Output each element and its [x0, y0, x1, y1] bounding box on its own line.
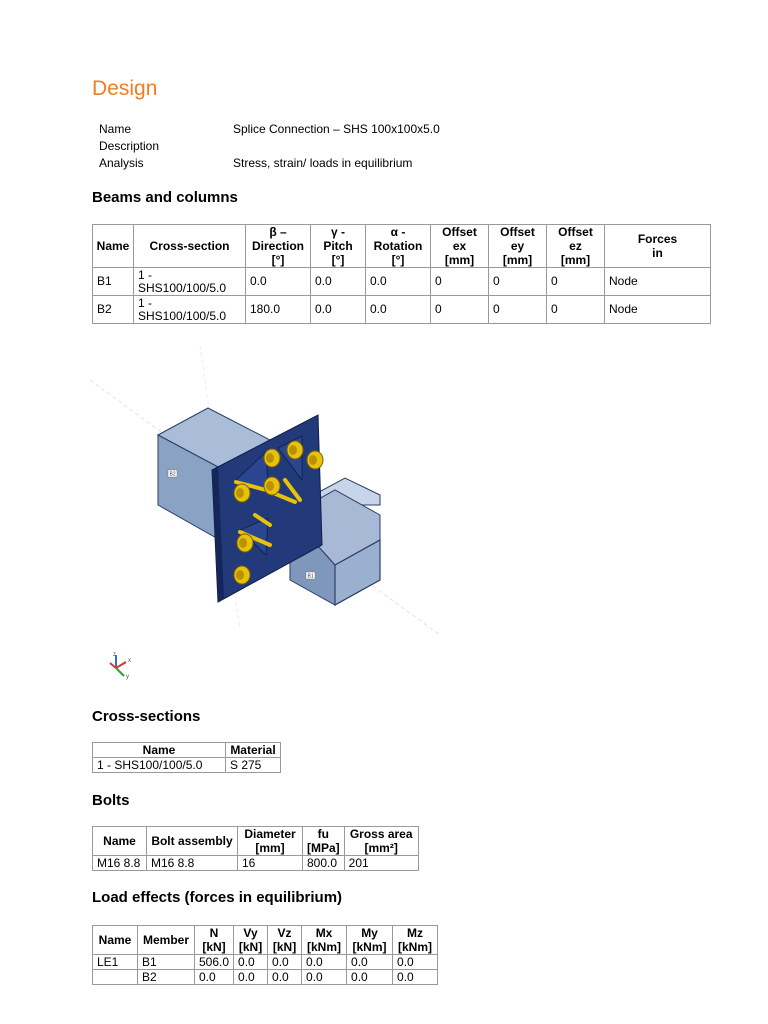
beams-table: [92, 224, 711, 324]
loads-header-my: My [kNm]: [347, 926, 393, 955]
connection-model-view: [90, 340, 450, 640]
bolt: [237, 534, 253, 552]
beam-b1-label: B1: [307, 573, 314, 580]
beam-beta: 180.0: [246, 296, 311, 324]
cs-name: 1 - SHS100/100/5.0: [93, 758, 226, 773]
beam-ex: 0: [431, 296, 489, 324]
bolt: [307, 451, 323, 469]
load-name: LE1: [93, 955, 138, 970]
bolts-header-row: [93, 827, 419, 856]
load-vz: 0.0: [268, 970, 302, 985]
loads-header-name: Name: [93, 926, 138, 955]
bolts-heading: Bolts: [92, 792, 130, 809]
beam-alpha: 0.0: [366, 296, 431, 324]
beam-beta: 0.0: [246, 268, 311, 296]
bolt: [234, 566, 250, 584]
loads-header-vy: Vy [kN]: [234, 926, 268, 955]
bolt-name: M16 8.8: [93, 856, 147, 871]
page-title: Design: [92, 77, 158, 100]
beams-header-offset-ex: Offset ex [mm]: [431, 225, 489, 268]
beam-name: B2: [93, 296, 134, 324]
beams-header-rotation: α - Rotation [°]: [366, 225, 431, 268]
beams-header-pitch: γ - Pitch [°]: [311, 225, 366, 268]
table-row: [93, 758, 281, 773]
loads-header-mx: Mx [kNm]: [302, 926, 347, 955]
axis-triad-icon: [104, 650, 134, 680]
table-row: [93, 955, 438, 970]
axis-z-label: z: [113, 652, 116, 658]
beam-cross-section: 1 - SHS100/100/5.0: [134, 296, 246, 324]
beams-header-direction: β – Direction [°]: [246, 225, 311, 268]
bolt: [264, 477, 280, 495]
loads-header-row: [93, 926, 438, 955]
bolts-header-name: Name: [93, 827, 147, 856]
meta-value-name: Splice Connection – SHS 100x100x5.0: [233, 122, 440, 136]
bolts-header-assembly: Bolt assembly: [147, 827, 238, 856]
loads-header-mz: Mz [kNm]: [393, 926, 438, 955]
loads-header-member: Member: [138, 926, 195, 955]
cs-header-row: [93, 743, 281, 758]
load-my: 0.0: [347, 955, 393, 970]
bolt-diameter: 16: [238, 856, 303, 871]
bolt-gross-area: 201: [344, 856, 418, 871]
beam-cross-section: 1 - SHS100/100/5.0: [134, 268, 246, 296]
bolt-assembly: M16 8.8: [147, 856, 238, 871]
cross-sections-table: [92, 742, 281, 773]
loads-heading: Load effects (forces in equilibrium): [92, 889, 343, 906]
table-row: [93, 856, 419, 871]
beam-ez: 0: [547, 268, 605, 296]
load-mz: 0.0: [393, 970, 438, 985]
load-my: 0.0: [347, 970, 393, 985]
loads-header-n: N [kN]: [195, 926, 234, 955]
beam-forces: Node: [605, 296, 711, 324]
bolt-fu: 800.0: [303, 856, 345, 871]
load-n: 0.0: [195, 970, 234, 985]
table-row: [93, 970, 438, 985]
beam-gamma: 0.0: [311, 268, 366, 296]
load-mz: 0.0: [393, 955, 438, 970]
beams-header-name: Name: [93, 225, 134, 268]
bolts-header-gross-area: Gross area [mm²]: [344, 827, 418, 856]
bolts-header-diameter: Diameter [mm]: [238, 827, 303, 856]
load-vz: 0.0: [268, 955, 302, 970]
cross-sections-heading: Cross-sections: [92, 708, 201, 725]
load-mx: 0.0: [302, 955, 347, 970]
load-mx: 0.0: [302, 970, 347, 985]
beams-header-forces-in: Forces in: [605, 225, 711, 268]
beam-ex: 0: [431, 268, 489, 296]
load-n: 506.0: [195, 955, 234, 970]
beam-name: B1: [93, 268, 134, 296]
load-member: B2: [138, 970, 195, 985]
beams-heading: Beams and columns: [92, 189, 238, 206]
meta-label-name: Name: [99, 122, 132, 136]
load-vy: 0.0: [234, 970, 268, 985]
bolt: [234, 484, 250, 502]
load-vy: 0.0: [234, 955, 268, 970]
beams-header-row: [93, 225, 711, 268]
loads-header-vz: Vz [kN]: [268, 926, 302, 955]
bolt: [287, 441, 303, 459]
table-row: [93, 268, 711, 296]
axis-x-label: x: [128, 658, 131, 664]
cs-header-name: Name: [93, 743, 226, 758]
table-row: [93, 296, 711, 324]
meta-value-analysis: Stress, strain/ loads in equilibrium: [233, 156, 413, 170]
meta-label-description: Description: [99, 139, 160, 153]
bolts-table: [92, 826, 419, 871]
meta-label-analysis: Analysis: [99, 156, 144, 170]
bolt: [264, 449, 280, 467]
bolts-header-fu: fu [MPa]: [303, 827, 345, 856]
beams-header-cross-section: Cross-section: [134, 225, 246, 268]
cs-header-material: Material: [226, 743, 281, 758]
beam-ez: 0: [547, 296, 605, 324]
beams-header-offset-ey: Offset ey [mm]: [489, 225, 547, 268]
beam-ey: 0: [489, 268, 547, 296]
beam-ey: 0: [489, 296, 547, 324]
loads-table: [92, 925, 438, 985]
beam-alpha: 0.0: [366, 268, 431, 296]
load-name: [93, 970, 138, 985]
load-member: B1: [138, 955, 195, 970]
axis-y-label: y: [126, 674, 129, 680]
beams-header-offset-ez: Offset ez [mm]: [547, 225, 605, 268]
beam-gamma: 0.0: [311, 296, 366, 324]
cs-material: S 275: [226, 758, 281, 773]
beam-b2-label: B2: [169, 471, 176, 478]
beam-forces: Node: [605, 268, 711, 296]
